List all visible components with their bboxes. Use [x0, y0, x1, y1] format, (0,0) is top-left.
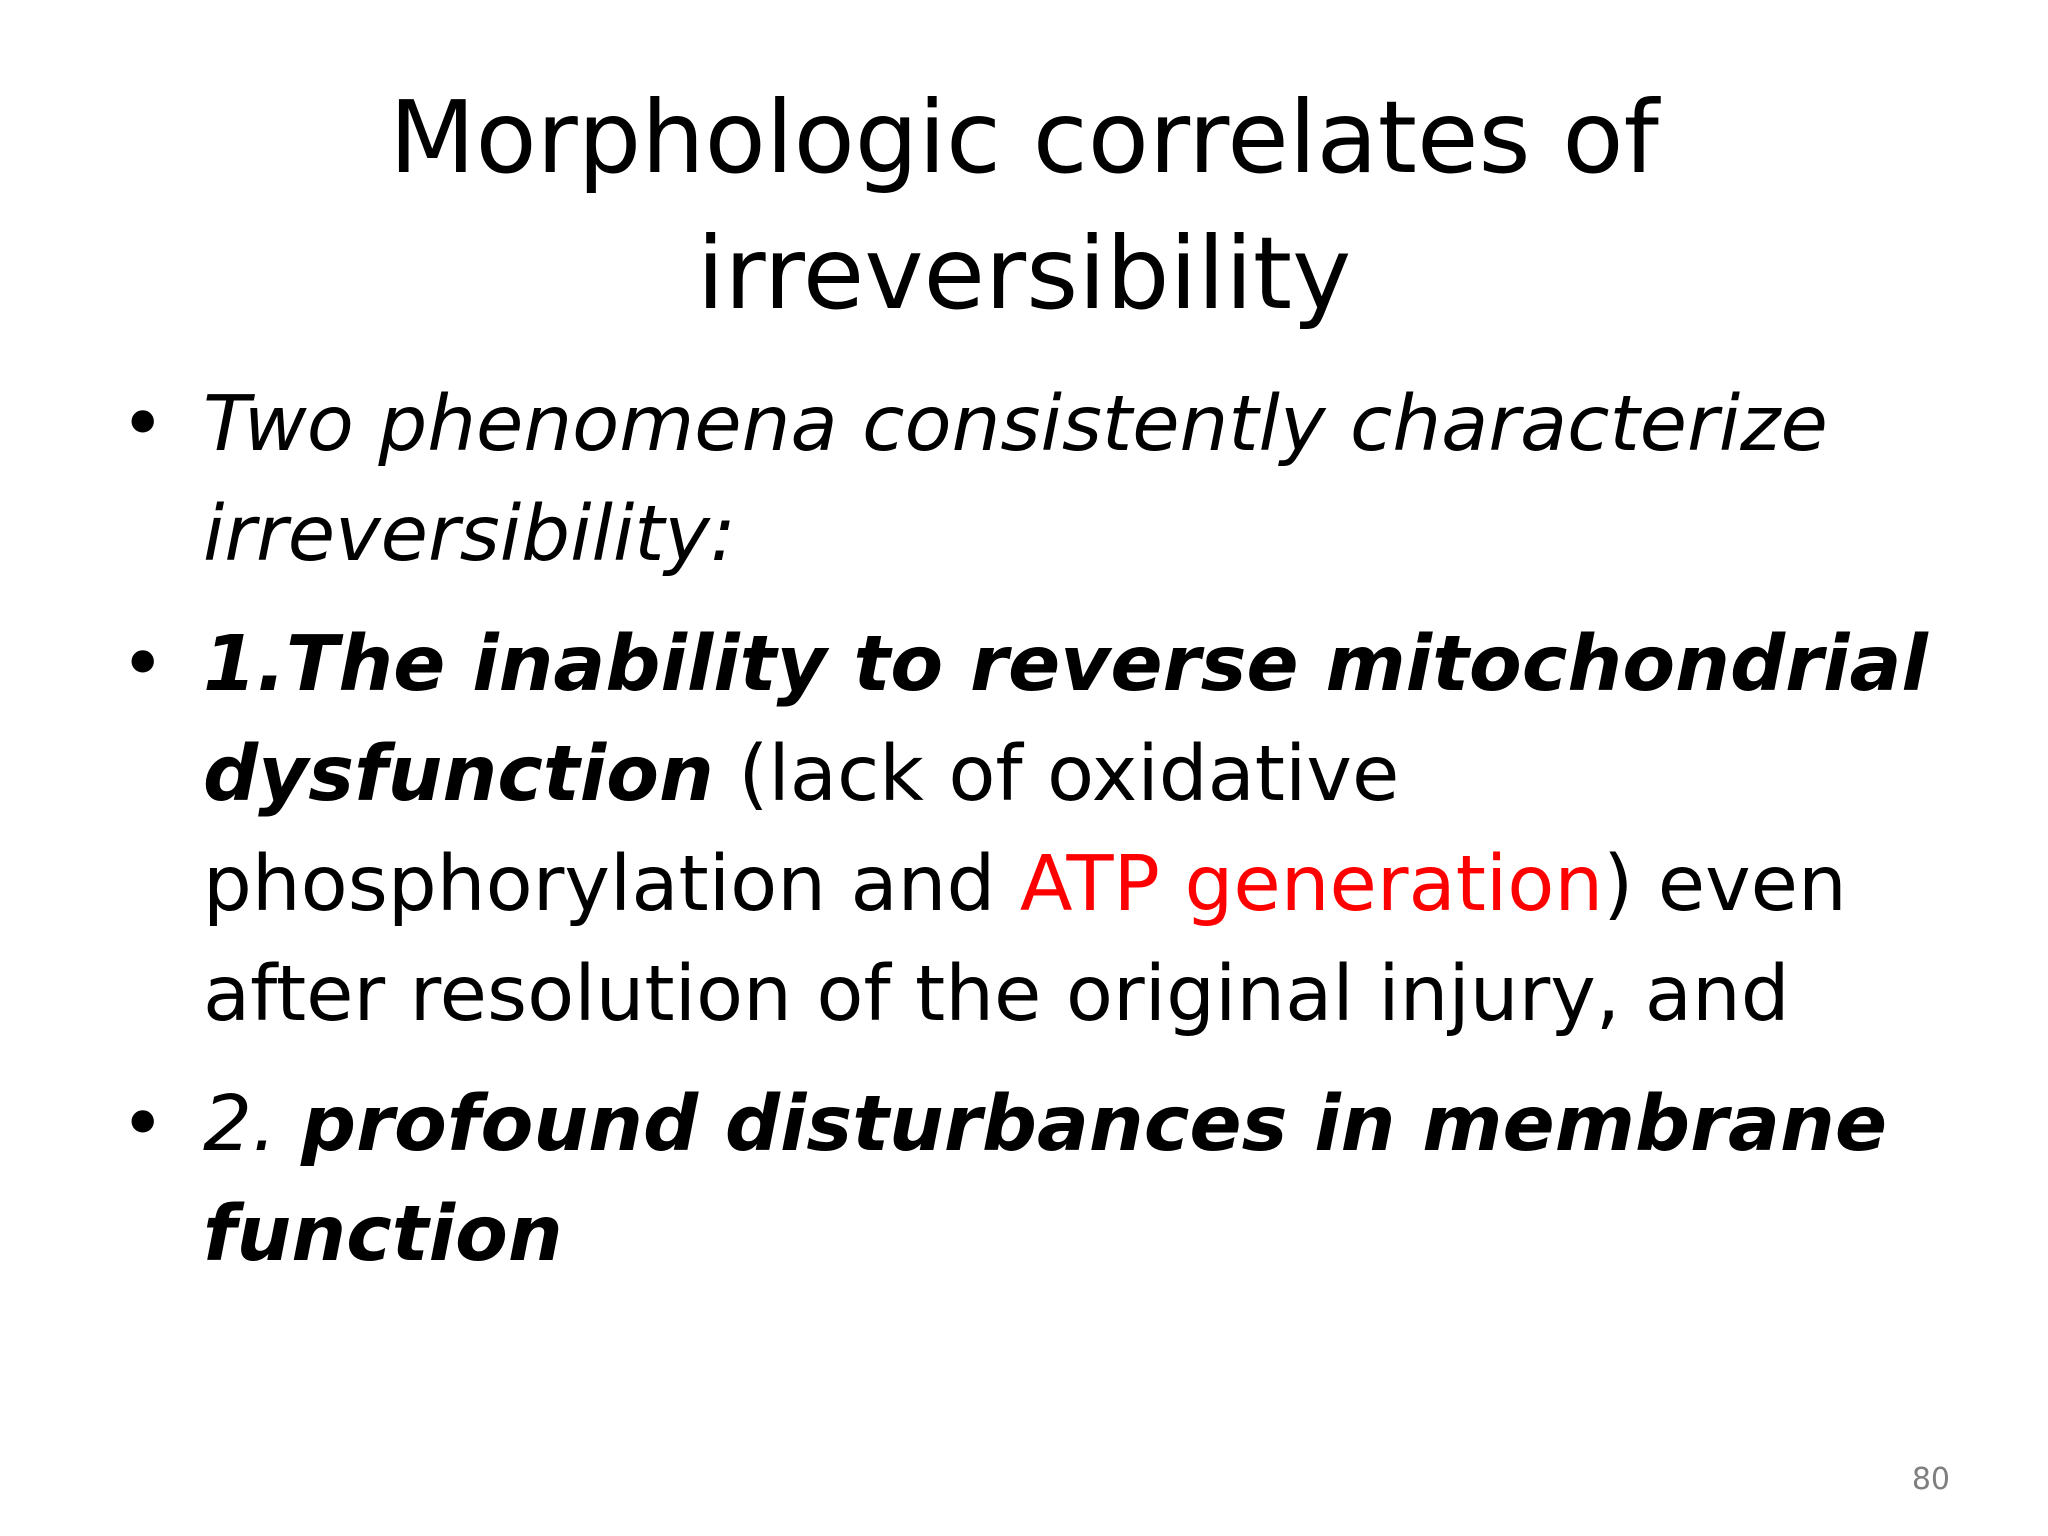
page-number: 80 [1911, 1462, 1950, 1497]
bullet-item-2 [120, 610, 1960, 1050]
bullet-2-plain-text-1: (lack of oxidative phosphorylation and [203, 730, 1400, 929]
bullet-list [120, 370, 1960, 1310]
bullet-icon: • [120, 620, 166, 709]
bullet-2-red-text: ATP generation [1019, 840, 1604, 929]
slide-title [140, 70, 1908, 342]
bullet-icon: • [120, 380, 166, 469]
title-line-1: Morphologic correlates of [389, 79, 1659, 196]
bullet-item-3 [120, 1070, 1960, 1290]
bullet-icon: • [120, 1080, 166, 1169]
bullet-2-bold-text: 1.The inability to reverse mitochondrial dysfunction [203, 620, 1928, 819]
title-line-2: irreversibility [696, 215, 1352, 332]
bullet-3-bold-text: profound disturbances in membrane function [203, 1080, 1888, 1279]
bullet-2-plain-text-2: ) even after resolution of the original injury, and [203, 840, 1847, 1039]
bullet-item-1 [120, 370, 1960, 590]
bullet-1-text: Two phenomena consistently characterize irreversibility: [203, 380, 1828, 579]
bullet-3-number: 2. [203, 1080, 301, 1169]
